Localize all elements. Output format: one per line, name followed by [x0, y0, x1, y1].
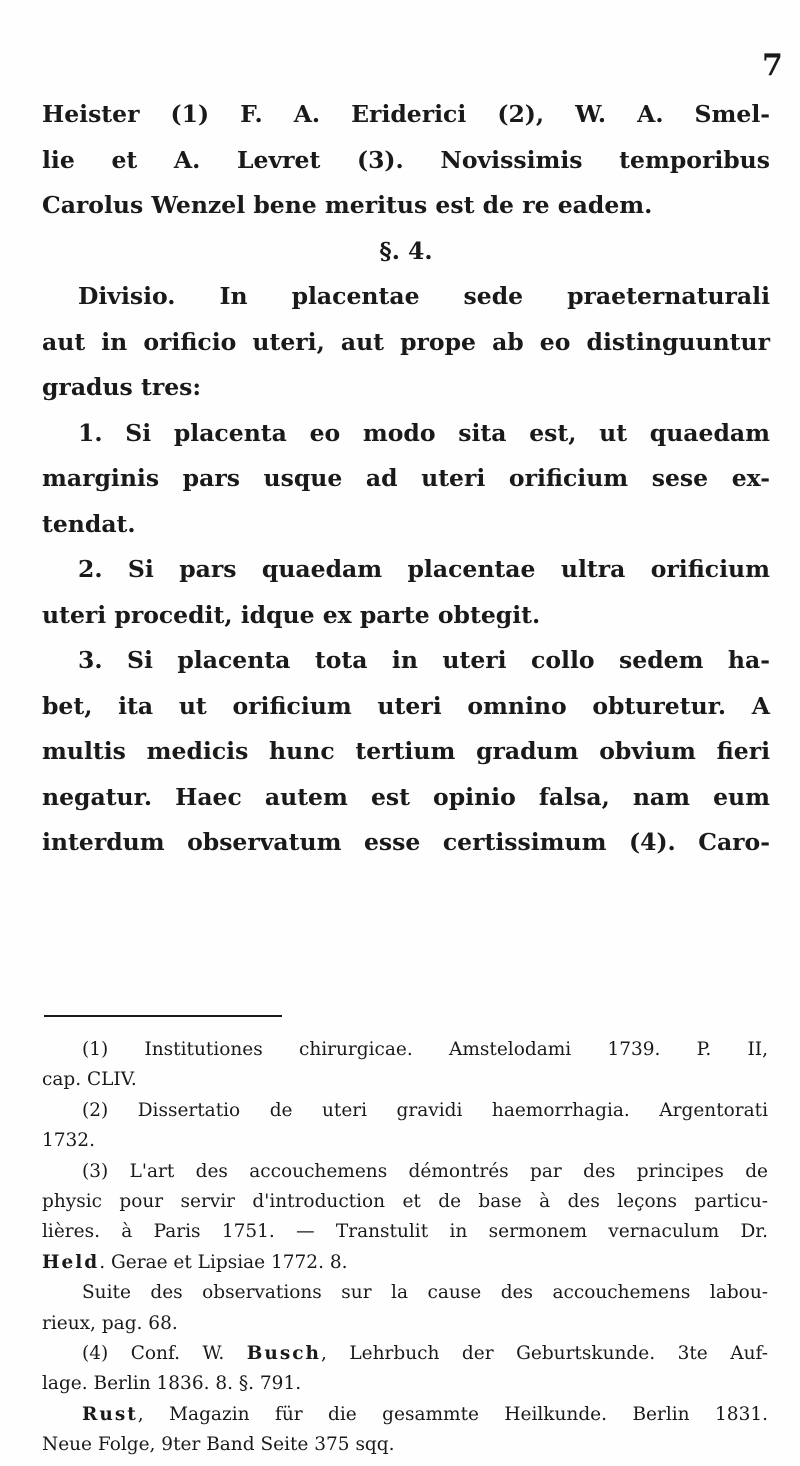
footnote-line — [42, 1430, 768, 1460]
footnote-text: Suite des observations sur la cause des accouchemens labou- — [82, 1282, 768, 1304]
author-name: Held — [42, 1251, 100, 1273]
text-line — [42, 320, 770, 366]
footnote-text: lières. à Paris 1751. — Transtulit in sermonem vernaculum Dr. — [42, 1221, 768, 1243]
footnote-line — [42, 1278, 768, 1308]
text-line — [42, 183, 770, 229]
footnote-text: . Gerae et Lipsiae 1772. 8. — [99, 1251, 348, 1273]
text-span: bet, ita ut orificium uteri omnino obturetur. A — [42, 691, 770, 720]
footnote-text: (2) Dissertatio de uteri gravidi haemorrhagia. Argentorati — [82, 1099, 768, 1121]
text-line — [42, 593, 770, 639]
text-line — [42, 684, 770, 730]
text-span: marginis pars usque ad uteri orificium sese ex- — [42, 464, 770, 492]
text-span: lie et A. Levret (3). Novissimis temporibus — [42, 145, 770, 174]
footnote-text: lage. Berlin 1836. 8. §. 791. — [42, 1373, 302, 1395]
text-line — [42, 502, 770, 548]
footnote-text: rieux, pag. 68. — [42, 1312, 178, 1334]
text-span: aut in orificio uteri, aut prope ab eo distinguuntur — [42, 327, 770, 356]
footnote-text: (1) Institutiones chirurgicae. Amstelodami 1739. P. II, — [82, 1039, 768, 1060]
text-span: multis medicis hunc tertium gradum obvium fieri — [42, 737, 770, 765]
text-span: Divisio. In placentae sede praeternaturali — [78, 282, 770, 310]
text-span: Heister (1) F. A. Eriderici (2), W. A. Smel- — [42, 100, 770, 128]
text-span: interdum observatum esse certissimum (4). Caro- — [42, 828, 770, 856]
footnote-line — [42, 1369, 768, 1399]
text-line — [42, 547, 770, 593]
footnote-line — [42, 1339, 768, 1369]
footnote-text: , Magazin für die gesammte Heilkunde. Berlin 1831. — [137, 1403, 768, 1425]
text-line — [42, 92, 770, 138]
text-span: 2. Si pars quaedam placentae ultra orificium — [78, 555, 770, 583]
footnote-line — [42, 1126, 768, 1156]
text-line — [42, 456, 770, 502]
text-span: tendat. — [42, 509, 136, 538]
footnote-line — [42, 1248, 768, 1278]
text-line — [42, 411, 770, 457]
footnote-text: 1732. — [42, 1130, 95, 1152]
footnotes — [42, 1035, 768, 1461]
text-line — [42, 638, 770, 684]
author-name: Rust — [82, 1403, 138, 1425]
footnote-line — [42, 1157, 768, 1187]
text-span: Carolus Wenzel bene meritus est de re eadem. — [42, 191, 653, 219]
footnote-line — [42, 1096, 768, 1126]
footnote-line — [42, 1217, 768, 1247]
text-line — [42, 365, 770, 411]
footnote-text: physic pour servir d'introduction et de base à des leçons particu- — [42, 1191, 768, 1213]
text-span: 1. Si placenta eo modo sita est, ut quaedam — [78, 418, 770, 447]
footnote-text: (4) Conf. W. — [82, 1343, 247, 1365]
footnote-text: cap. CLIV. — [42, 1069, 137, 1091]
text-span: negatur. Haec autem est opinio falsa, nam eum — [42, 782, 770, 811]
text-line — [42, 729, 770, 775]
author-name: Busch — [246, 1343, 321, 1365]
footnote-text: Neue Folge, 9ter Band Seite 375 sqq. — [42, 1434, 395, 1456]
main-text — [42, 92, 770, 866]
text-line — [42, 820, 770, 866]
footnote-line — [42, 1187, 768, 1217]
text-span: uteri procedit, idque ex parte obtegit. — [42, 600, 541, 629]
section-heading — [42, 229, 770, 275]
page-number: 7 — [762, 48, 783, 83]
footnote-line — [42, 1065, 768, 1095]
footnote-line — [42, 1309, 768, 1339]
text-span: gradus tres: — [42, 373, 202, 401]
text-span: 3. Si placenta tota in uteri collo sedem ha- — [78, 646, 770, 674]
text-line — [42, 775, 770, 821]
section-number: §. 4. — [379, 236, 433, 265]
text-line — [42, 138, 770, 184]
footnote-divider — [44, 1015, 282, 1017]
text-line — [42, 274, 770, 320]
footnote-text: , Lehrbuch der Geburtskunde. 3te Auf- — [320, 1343, 768, 1365]
footnote-line — [42, 1400, 768, 1430]
footnote-text: (3) L'art des accouchemens démontrés par des principes de — [82, 1160, 768, 1182]
footnote-line — [42, 1035, 768, 1065]
